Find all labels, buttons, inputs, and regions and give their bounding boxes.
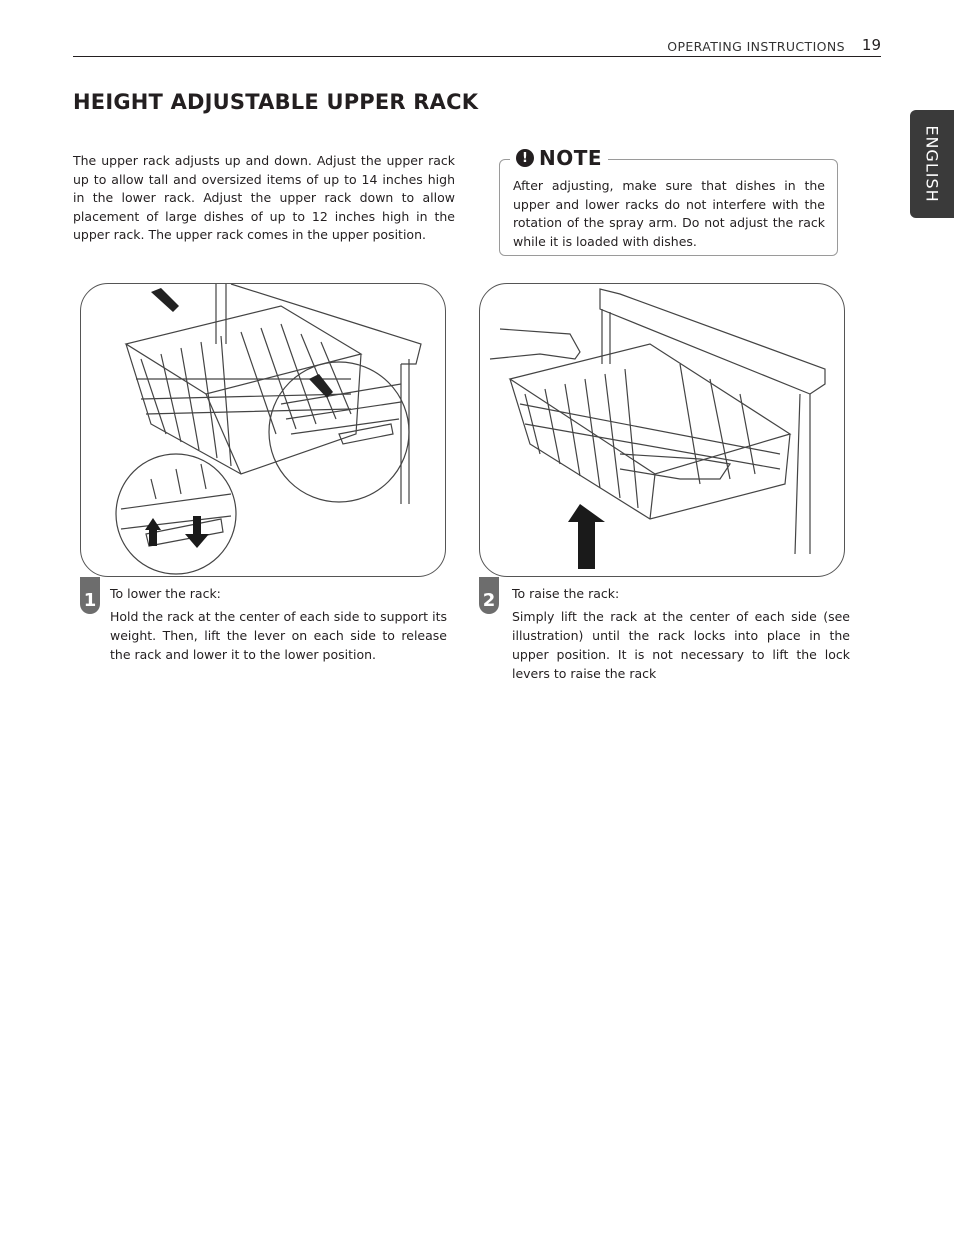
raise-rack-illustration: [480, 284, 845, 577]
step-1-badge: 1: [80, 577, 100, 614]
note-text: After adjusting, make sure that dishes in the upper and lower racks do not interfere with the rotation of the spray arm. Do not adjust the rack while it is loaded with dishes.: [513, 178, 825, 249]
step-2-lead: To raise the rack:: [512, 586, 620, 601]
intro-paragraph: The upper rack adjusts up and down. Adjust the upper rack up to allow tall and oversized items of up to 14 inches high in the lower rack. Adjust the upper rack down to allow placement of large dishes of up to 12 inches high in the upper rack. The upper rack comes in the upper position.: [73, 153, 455, 243]
step-2-badge: 2: [479, 577, 499, 614]
figure-lower-rack: [80, 283, 446, 577]
page-number: 19: [861, 36, 881, 54]
section-title: HEIGHT ADJUSTABLE UPPER RACK: [73, 90, 479, 114]
step-1-lead: To lower the rack:: [110, 586, 221, 601]
language-tab-label: ENGLISH: [922, 125, 942, 203]
language-tab: [910, 110, 954, 218]
note-heading: [510, 146, 608, 170]
header-rule: [73, 56, 881, 57]
note-box: [499, 146, 838, 256]
header-section-label: OPERATING INSTRUCTIONS: [667, 39, 845, 54]
figure-raise-rack: [479, 283, 845, 577]
exclamation-icon: !: [516, 149, 534, 167]
step-1-body: Hold the rack at the center of each side to support its weight. Then, lift the lever on each side to release the rack and lower it to the lower position.: [110, 609, 447, 662]
step-2-body: Simply lift the rack at the center of each side (see illustration) until the rack locks into place in the upper position. It is not necessary to lift the lock levers to raise the rack: [512, 609, 850, 681]
lower-rack-illustration: [81, 284, 446, 577]
note-title: NOTE: [539, 146, 603, 170]
